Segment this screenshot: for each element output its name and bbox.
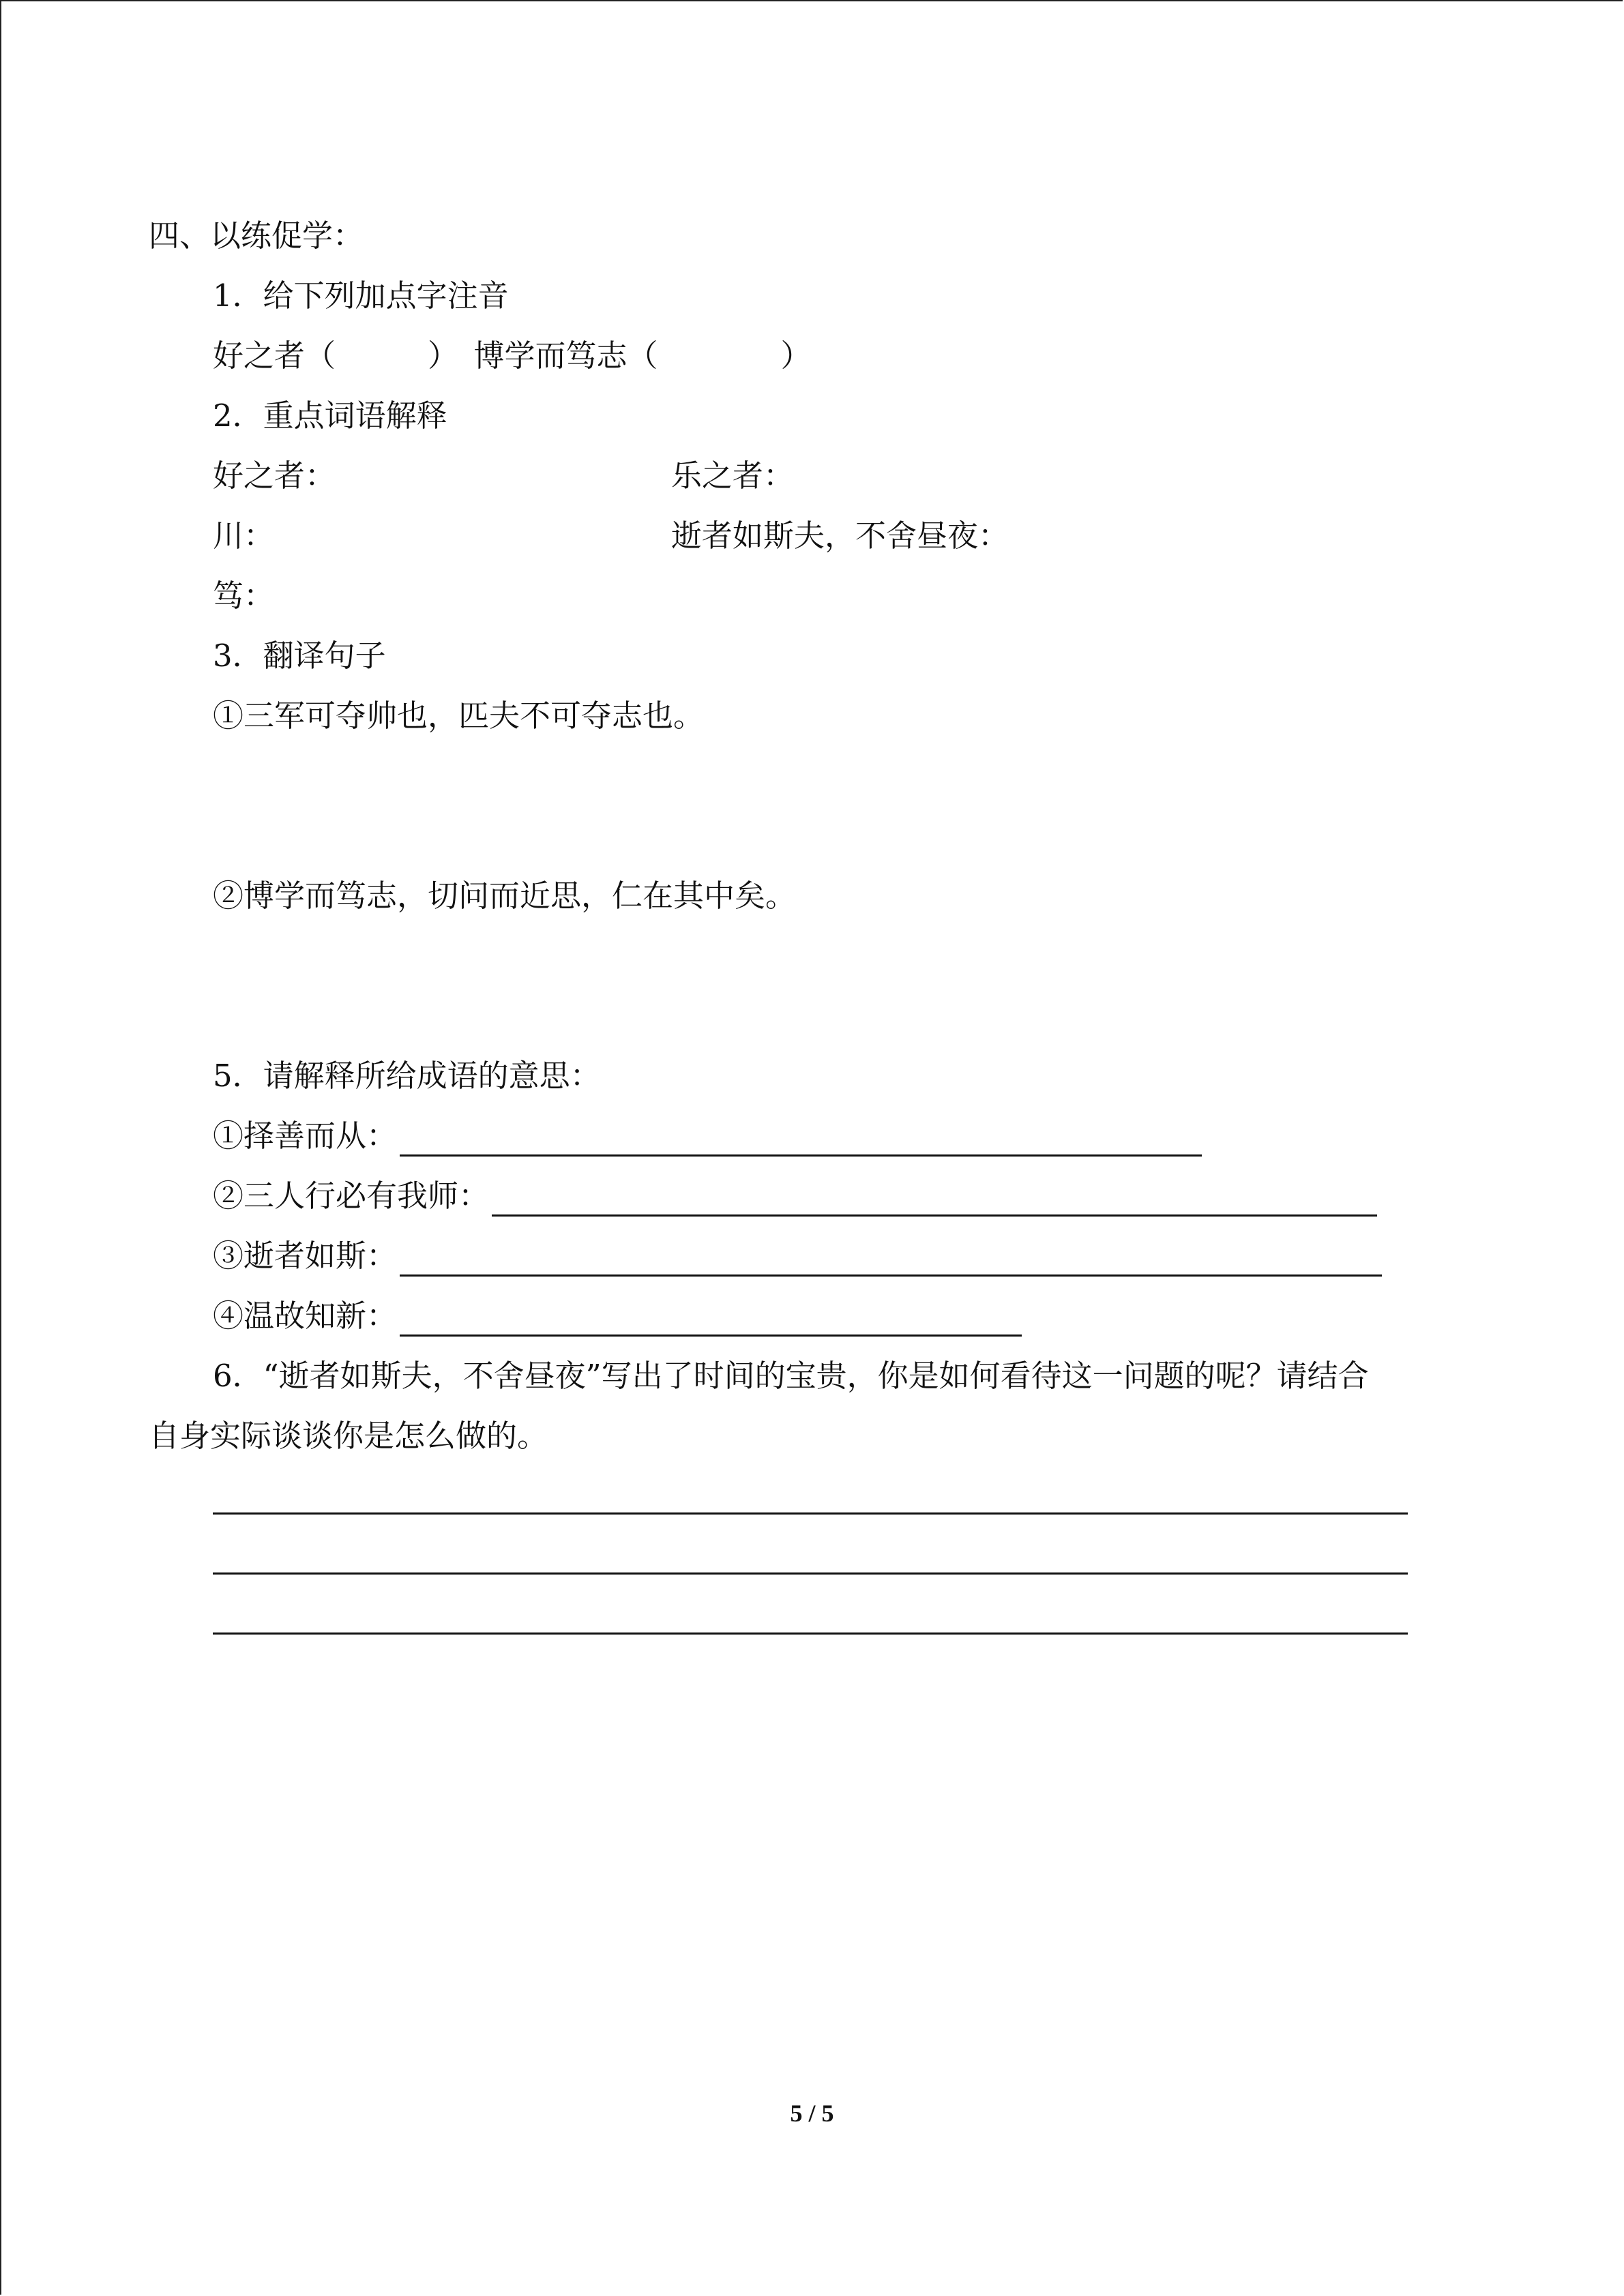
term-haozhizhe: 好之者：	[213, 458, 336, 494]
translate-sentence-2: ②博学而笃志，切问而近思，仁在其中矣。	[213, 878, 797, 914]
question-6-line-1: 6．“逝者如斯夫，不舍昼夜”写出了时间的宝贵，你是如何看待这一问题的呢？请结合	[213, 1358, 1369, 1394]
idiom-1-blank[interactable]	[400, 1120, 1202, 1157]
translate-sentence-1: ①三军可夺帅也，匹夫不可夺志也。	[213, 698, 705, 734]
idiom-row-3	[213, 1236, 1382, 1277]
term-chuan: 川：	[213, 518, 275, 554]
question-1-line: 好之者（ ） 博学而笃志（ ）	[213, 338, 812, 374]
term-du: 笃：	[213, 578, 275, 614]
answer-line-3[interactable]	[213, 1632, 1408, 1635]
idiom-2-blank[interactable]	[492, 1180, 1377, 1217]
idiom-4-label: ④温故知新：	[213, 1298, 398, 1334]
idiom-4-blank[interactable]	[400, 1300, 1022, 1337]
idiom-3-blank[interactable]	[400, 1240, 1382, 1277]
answer-line-2[interactable]	[213, 1572, 1408, 1575]
question-1-title: 1．给下列加点字注音	[213, 278, 509, 314]
idiom-3-label: ③逝者如斯：	[213, 1238, 398, 1274]
section-heading: 四、以练促学：	[149, 218, 364, 254]
idiom-2-label: ②三人行必有我师：	[213, 1178, 490, 1214]
idiom-row-4	[213, 1296, 1022, 1337]
question-5-title: 5．请解释所给成语的意思：	[213, 1058, 601, 1094]
page-number: 5 / 5	[790, 2100, 834, 2127]
idiom-row-2	[213, 1176, 1377, 1217]
question-6-line-2: 自身实际谈谈你是怎么做的。	[149, 1418, 548, 1454]
answer-line-1[interactable]	[213, 1512, 1408, 1515]
idiom-1-label: ①择善而从：	[213, 1118, 398, 1154]
question-2-title: 2．重点词语解释	[213, 398, 447, 434]
idiom-row-1	[213, 1116, 1202, 1157]
term-shizhe: 逝者如斯夫，不舍昼夜：	[671, 518, 1009, 554]
question-3-title: 3．翻译句子	[213, 638, 386, 674]
term-lezhizhe: 乐之者：	[671, 458, 795, 494]
